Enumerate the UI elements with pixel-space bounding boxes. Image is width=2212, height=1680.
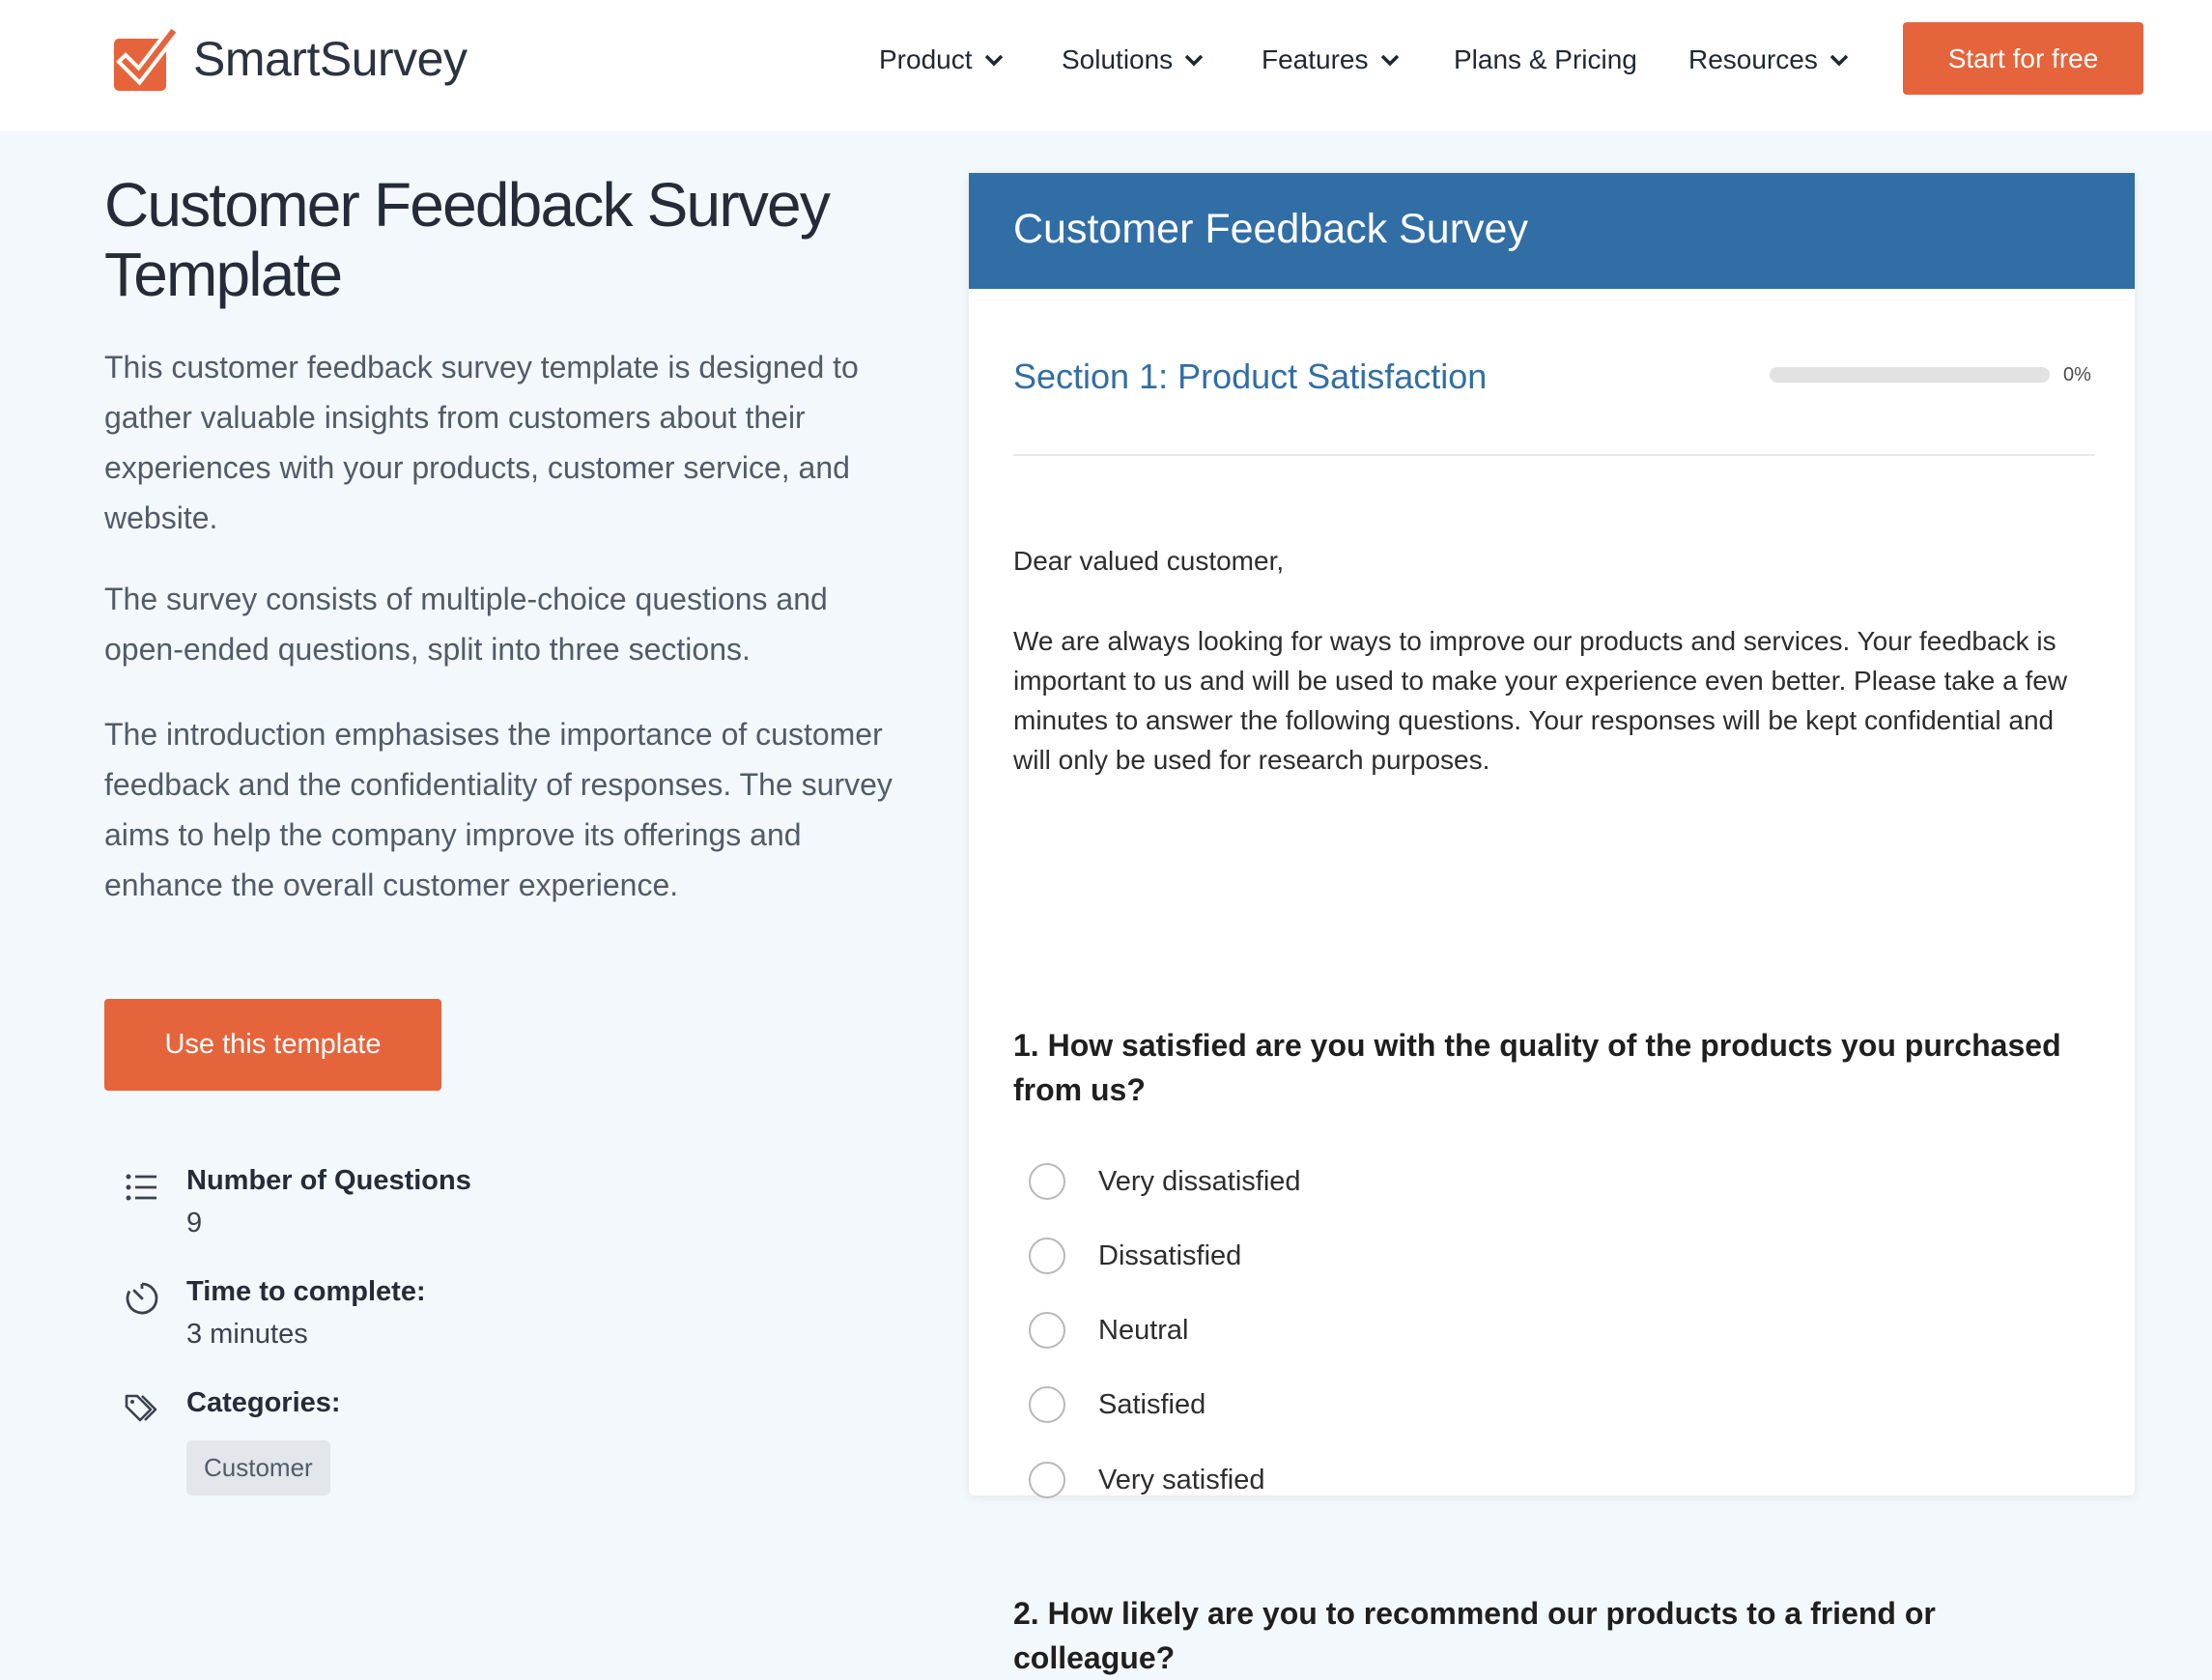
meta-label: Number of Questions [186,1165,471,1196]
checkbox-logo-icon [112,25,180,93]
radio-option[interactable] [1029,1311,1189,1350]
section-divider [1013,454,2094,456]
meta-value: 9 [186,1208,203,1239]
start-for-free-button[interactable]: Start for free [1903,22,2143,95]
survey-greeting: Dear valued customer, [1013,546,1285,576]
timer-icon [124,1280,160,1317]
brand-name: SmartSurvey [193,32,468,86]
page-title: Customer Feedback Survey Template [104,170,830,309]
nav-plans-pricing-label: Plans & Pricing [1454,44,1637,74]
radio-option[interactable] [1029,1461,1264,1499]
radio-button[interactable] [1029,1386,1065,1423]
radio-option[interactable] [1029,1237,1241,1275]
nav-product-label: Product [879,44,973,74]
progress-bar [1770,367,2050,383]
description-paragraph: The introduction emphasises the importance of customer feedback and the confidentiality of responses. The survey aims to help the company improve its offerings and enhance the overall customer experience. [104,717,893,902]
description-paragraph: This customer feedback survey template is designed to gather valuable insights from customers about their experiences with your products, customer service, and website. [104,350,859,535]
nav-plans-pricing[interactable] [1454,39,1637,81]
chevron-down-icon [1829,54,1849,66]
survey-preview-card [969,173,2135,1675]
chevron-down-icon [1380,54,1400,66]
site-header [0,0,2212,131]
nav-features-label: Features [1262,44,1369,74]
radio-button[interactable] [1029,1163,1065,1200]
chevron-down-icon [1184,54,1204,66]
section-title: Section 1: Product Satisfaction [1013,356,1488,396]
tags-icon [124,1391,160,1428]
radio-option-label: Neutral [1098,1314,1189,1346]
nav-features[interactable] [1262,39,1400,81]
survey-intro: We are always looking for ways to improve our products and services. Your feedback is important to us and will be used to make your experience even better. Please take a few minutes to answer the following questions. Your responses will be kept confidential and will only be used for research purposes. [1013,626,2068,775]
radio-button[interactable] [1029,1462,1065,1498]
meta-label: Categories: [186,1387,341,1418]
chevron-down-icon [984,54,1004,66]
survey-title: Customer Feedback Survey [1013,206,1528,252]
radio-option[interactable] [1029,1162,1301,1201]
question-text: 1. How satisfied are you with the quality of the products you purchased from us? [1013,1028,2061,1107]
description-paragraph: The survey consists of multiple-choice questions and open-ended questions, split into three sections. [104,582,828,667]
radio-option-label: Dissatisfied [1098,1239,1242,1271]
radio-option-label: Very dissatisfied [1098,1165,1301,1197]
category-tag[interactable]: Customer [186,1440,330,1495]
survey-header [969,173,2135,289]
nav-product[interactable] [879,39,1004,81]
brand-logo[interactable] [112,25,467,93]
meta-value: 3 minutes [186,1319,308,1350]
nav-solutions[interactable] [1062,39,1204,81]
nav-resources-label: Resources [1688,44,1818,74]
meta-label: Time to complete: [186,1276,426,1307]
radio-button[interactable] [1029,1238,1065,1274]
radio-button[interactable] [1029,1312,1065,1349]
question-text: 2. How likely are you to recommend our products to a friend or colleague? [1013,1596,1936,1675]
nav-solutions-label: Solutions [1062,44,1174,74]
use-template-button[interactable]: Use this template [104,999,441,1091]
nav-resources[interactable] [1688,39,1849,81]
list-icon [124,1169,160,1206]
radio-option-label: Satisfied [1098,1388,1206,1420]
radio-option-label: Very satisfied [1098,1464,1265,1495]
progress-percent: 0% [2063,364,2091,385]
radio-option[interactable] [1029,1385,1205,1424]
